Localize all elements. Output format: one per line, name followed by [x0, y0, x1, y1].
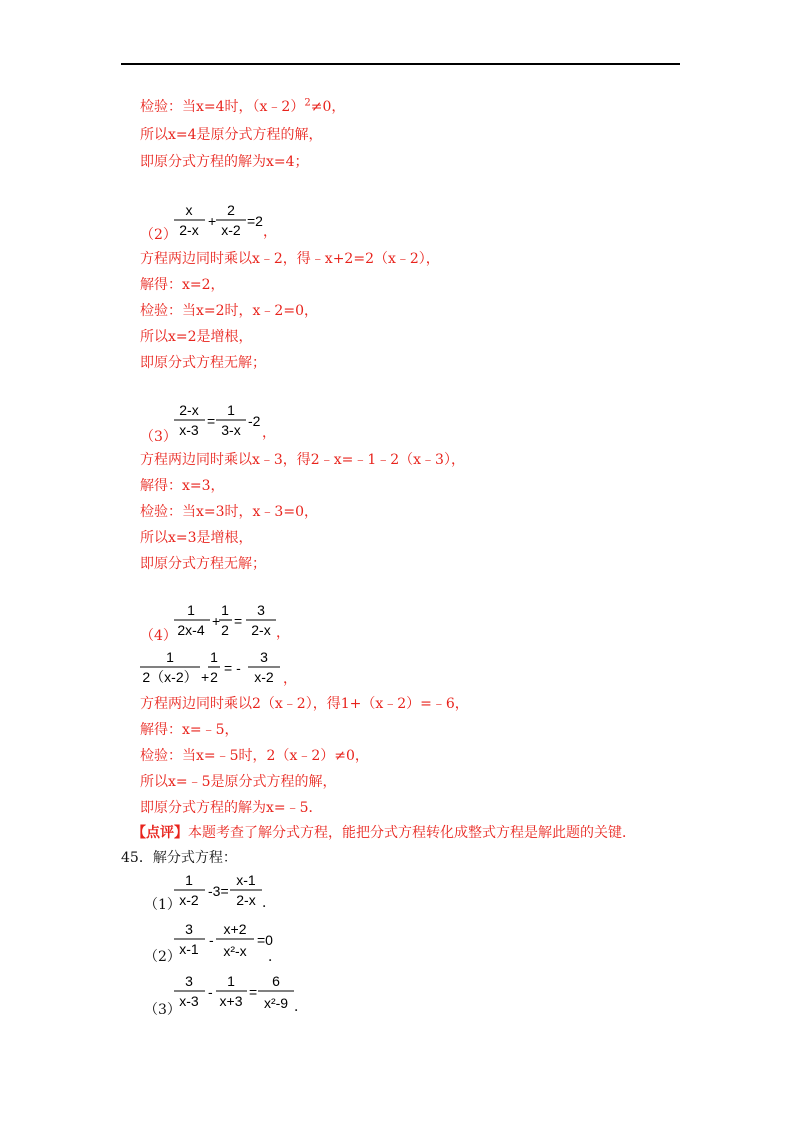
- numerator: 3: [185, 973, 193, 989]
- part-label-2: （2）: [140, 227, 177, 243]
- header-rule: [121, 63, 680, 65]
- step-line-3: 方程两边同时乘以x﹣3，得2﹣x=﹣1﹣2（x﹣3），: [140, 452, 465, 468]
- punct: ，: [262, 425, 276, 441]
- denominator: x-2: [254, 669, 274, 685]
- solve-line-4: 解得：x=﹣5，: [140, 722, 239, 738]
- problem-label-3: （3）: [144, 1002, 181, 1018]
- comment-label: 【点评】: [132, 825, 188, 841]
- denominator: x-3: [179, 993, 199, 1009]
- numerator: x+2: [223, 921, 247, 937]
- operator: = -: [224, 660, 241, 676]
- denominator: x²-9: [263, 995, 289, 1011]
- part-label-3: （3）: [140, 429, 177, 445]
- denominator: x-3: [179, 422, 199, 438]
- denominator: 2x-4: [177, 622, 205, 638]
- punct: ，: [263, 224, 277, 240]
- solution-line-4: 即原分式方程的解为x=﹣5．: [140, 800, 323, 816]
- denominator: x-2: [221, 222, 241, 238]
- conclusion-line-3: 所以x=3是增根，: [140, 530, 253, 546]
- equation-4a: [172, 600, 282, 640]
- denominator: 2-x: [251, 622, 271, 638]
- numerator: 1: [187, 602, 195, 618]
- numerator: 1: [227, 402, 235, 418]
- punct: ．: [262, 895, 276, 911]
- numerator: 2: [227, 202, 235, 218]
- step-line-4: 方程两边同时乘以2（x﹣2），得1+（x﹣2）=﹣6，: [140, 696, 469, 712]
- equation-3: [172, 400, 272, 440]
- part-label-4: （4）: [140, 628, 177, 644]
- numerator: 1: [227, 973, 235, 989]
- conclusion-line-2: 所以x=2是增根，: [140, 329, 253, 345]
- conclusion-line-1: 所以x=4是原分式方程的解，: [140, 127, 323, 143]
- denominator: x+3: [219, 993, 243, 1009]
- numerator: 1: [166, 649, 174, 665]
- operator: +: [201, 669, 210, 685]
- solve-line-2: 解得：x=2，: [140, 277, 225, 293]
- denominator: x-2: [179, 892, 199, 908]
- problem-equation-3: [172, 971, 302, 1015]
- operator: -: [209, 932, 214, 948]
- equation-2: [172, 200, 272, 240]
- rhs: =0: [257, 932, 273, 948]
- numerator: 3: [185, 921, 193, 937]
- numerator: 2-x: [179, 402, 199, 418]
- conclusion-line-4: 所以x=﹣5是原分式方程的解，: [140, 774, 337, 790]
- problem-title: 45．解分式方程：: [121, 850, 237, 866]
- denominator: 3-x: [221, 422, 241, 438]
- text: ≠0，: [310, 99, 346, 115]
- numerator: x-1: [236, 872, 256, 888]
- check-line-4: 检验：当x=﹣5时，2（x﹣2）≠0，: [140, 748, 369, 764]
- check-line-1: [140, 98, 345, 116]
- denominator: 2-x: [179, 222, 199, 238]
- numerator: x: [185, 202, 193, 218]
- rhs: -2: [248, 413, 261, 429]
- numerator: 6: [272, 973, 280, 989]
- operator: =: [234, 613, 243, 629]
- numerator: 3: [260, 649, 268, 665]
- denominator: x²-x: [223, 943, 247, 959]
- solution-line-1: 即原分式方程的解为x=4；: [140, 154, 309, 170]
- solution-line-2: 即原分式方程无解；: [140, 355, 266, 371]
- denominator: x-1: [179, 941, 199, 957]
- operator: -: [208, 984, 213, 1000]
- numerator: 1: [185, 872, 193, 888]
- check-line-3: 检验：当x=3时，x﹣3=0，: [140, 504, 318, 520]
- punct: ．: [294, 999, 308, 1015]
- check-line-2: 检验：当x=2时，x﹣2=0，: [140, 303, 318, 319]
- denominator: 2-x: [236, 892, 256, 908]
- operator: =: [207, 413, 216, 429]
- operator: -3=: [208, 883, 229, 899]
- step-line-2: 方程两边同时乘以x﹣2，得﹣x+2=2（x﹣2），: [140, 251, 440, 267]
- solve-line-3: 解得：x=3，: [140, 478, 225, 494]
- numerator: 3: [257, 602, 265, 618]
- denominator: 2（x-2）: [142, 669, 198, 685]
- superscript: 2: [304, 97, 311, 109]
- denominator: 2: [221, 622, 229, 638]
- comment-text: 本题考查了解分式方程，能把分式方程转化成整式方程是解此题的关键．: [188, 825, 636, 841]
- text: 检验：当x=4时，（x﹣2）: [140, 99, 305, 115]
- punct: ，: [283, 671, 297, 687]
- numerator: 1: [210, 649, 218, 665]
- numerator: 1: [221, 602, 229, 618]
- operator: +: [208, 213, 217, 229]
- problem-label-2: （2）: [144, 949, 181, 965]
- equation-4b: [138, 647, 288, 687]
- operator: =: [249, 984, 258, 1000]
- denominator: 2: [210, 669, 218, 685]
- operator: +: [212, 613, 221, 629]
- punct: ．: [268, 949, 282, 965]
- problem-label-1: （1）: [144, 897, 181, 913]
- comment-line: [132, 824, 636, 842]
- solution-line-3: 即原分式方程无解；: [140, 556, 266, 572]
- rhs: =2: [247, 213, 263, 229]
- punct: ，: [276, 625, 290, 641]
